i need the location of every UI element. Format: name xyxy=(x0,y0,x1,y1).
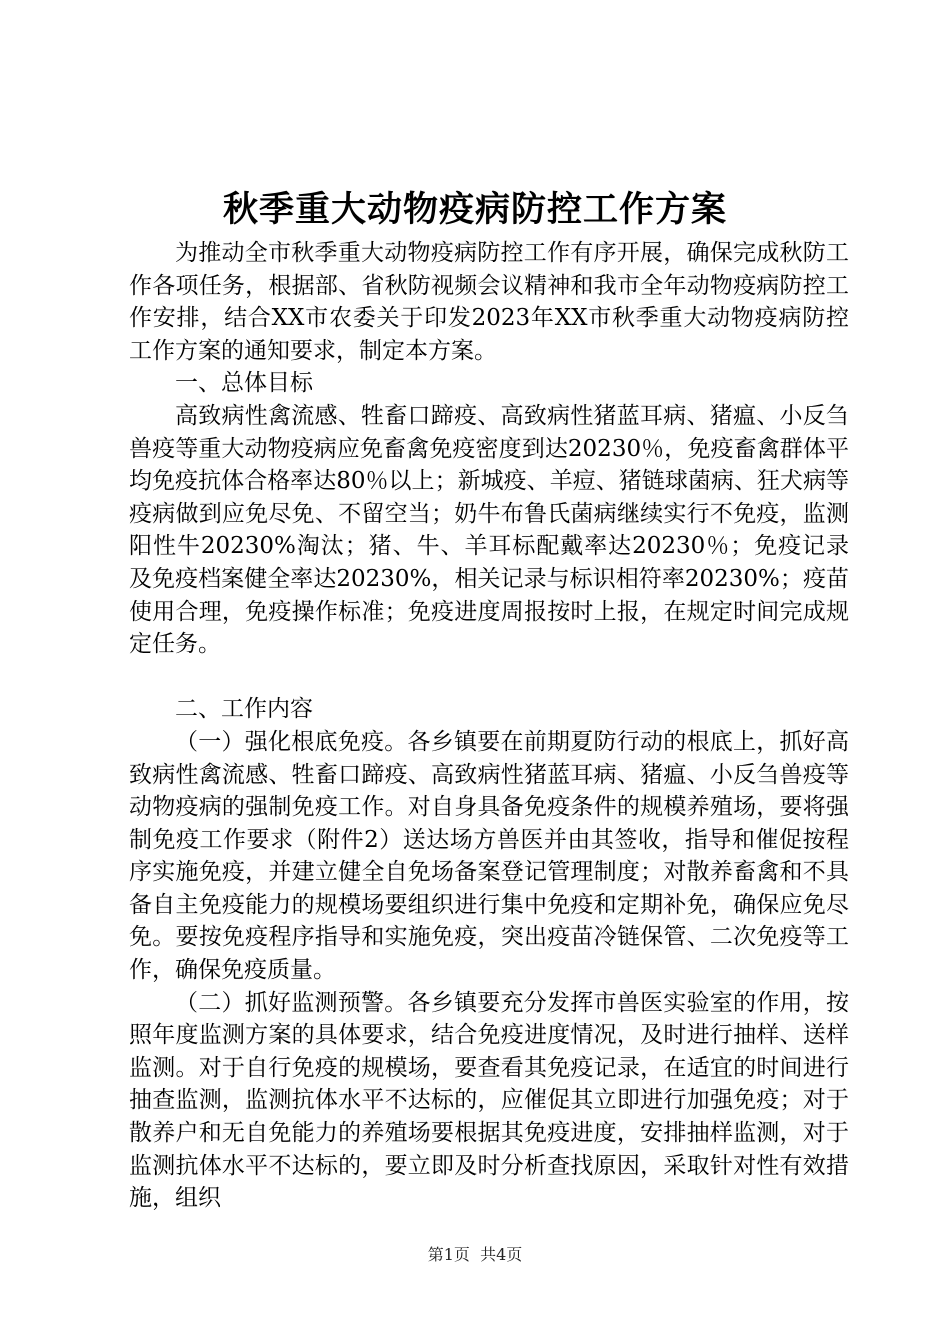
page-total: 共4页 xyxy=(480,1245,523,1264)
document-body xyxy=(129,237,849,1215)
page-number: 第1页 xyxy=(427,1245,470,1264)
section-1-paragraph: 高致病性禽流感、牲畜口蹄疫、高致病性猪蓝耳病、猪瘟、小反刍兽疫等重大动物疫病应免畜禽免疫密度到达20230％，免疫畜禽群体平均免疫抗体合格率达80％以上；新城疫、羊痘、猪链球菌病、狂犬病等疫病做到应免尽免、不留空当；奶牛布鲁氏菌病继续实行不免疫，监测阳性牛20230%淘汰；猪、牛、羊耳标配戴率达20230％；免疫记录及免疫档案健全率达20230%，相关记录与标识相符率20230%；疫苗使用合理，免疫操作标准；免疫进度周报按时上报，在规定时间完成规定任务。 xyxy=(129,402,849,658)
page-footer xyxy=(0,1244,950,1266)
section-heading-2: 二、工作内容 xyxy=(175,696,313,723)
document-title: 秋季重大动物疫病防控工作方案 xyxy=(222,189,727,230)
section-2-item-1: （一）强化根底免疫。各乡镇要在前期夏防行动的根底上，抓好高致病性禽流感、牲畜口蹄疫、高致病性猪蓝耳病、猪瘟、小反刍兽疫等动物疫病的强制免疫工作。对自身具备免疫条件的规模养殖场，要将强制免疫工作要求（附件2）送达场方兽医并由其签收，指导和催促按程序实施免疫，并建立健全自免场备案登记管理制度；对散养畜禽和不具备自主免疫能力的规模场要组织进行集中免疫和定期补免，确保应免尽免。要按免疫程序指导和实施免疫，突出疫苗冷链保管、二次免疫等工作，确保免疫质量。 xyxy=(129,728,849,984)
section-heading-1: 一、总体目标 xyxy=(175,370,313,397)
section-2-item-2: （二）抓好监测预警。各乡镇要充分发挥市兽医实验室的作用，按照年度监测方案的具体要求，结合免疫进度情况，及时进行抽样、送样监测。对于自行免疫的规模场，要查看其免疫记录，在适宜的时间进行抽查监测，监测抗体水平不达标的，应催促其立即进行加强免疫；对于散养户和无自免能力的养殖场要根据其免疫进度，安排抽样监测，对于监测抗体水平不达标的，要立即及时分析查找原因，采取针对性有效措施，组织 xyxy=(129,989,849,1212)
footer-gap xyxy=(470,1245,480,1264)
paragraph-spacer xyxy=(129,661,849,694)
intro-paragraph: 为推动全市秋季重大动物疫病防控工作有序开展，确保完成秋防工作各项任务，根据部、省秋防视频会议精神和我市全年动物疫病防控工作安排，结合XX市农委关于印发2023年XX市秋季重大动物疫病防控工作方案的通知要求，制定本方案。 xyxy=(129,240,849,364)
